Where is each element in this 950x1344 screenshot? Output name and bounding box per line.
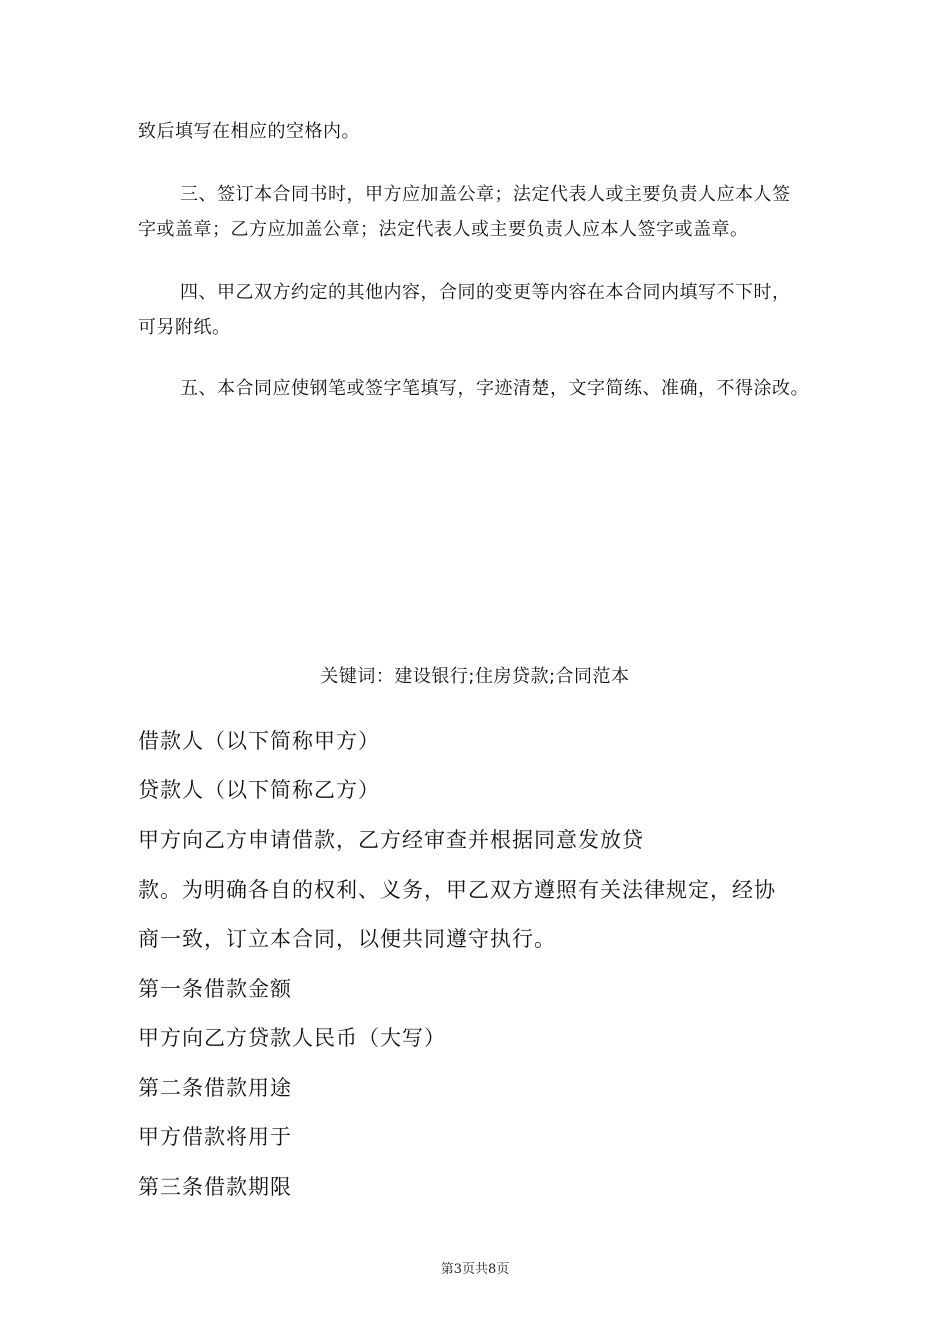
body-paragraph-line-1: 甲方向乙方申请借款，乙方经审查并根据同意发放贷 (138, 828, 644, 852)
instruction-item-4-line-1: 四、甲乙双方约定的其他内容，合同的变更等内容在本合同内填写不下时， (180, 282, 791, 303)
instruction-item-3-line-1: 三、签订本合同书时，甲方应加盖公章；法定代表人或主要负责人应本人签 (180, 184, 791, 205)
body-paragraph-line-2: 款。为明确各自的权利、义务，甲乙双方遵照有关法律规定，经协 (138, 878, 776, 902)
page-number-footer: 第3页共8页 (440, 1262, 510, 1277)
instruction-item-3-line-2: 字或盖章；乙方应加盖公章；法定代表人或主要负责人应本人签字或盖章。 (138, 219, 749, 240)
borrower-line: 借款人（以下简称甲方） (138, 729, 380, 753)
article-2-heading: 第二条借款用途 (138, 1076, 292, 1100)
article-1-content: 甲方向乙方贷款人民币（大写） (138, 1026, 446, 1050)
instruction-item-4-line-2: 可另附纸。 (138, 317, 231, 338)
instruction-item-5: 五、本合同应使钢笔或签字笔填写，字迹清楚，文字简练、准确，不得涂改。 (180, 378, 809, 399)
article-1-heading: 第一条借款金额 (138, 977, 292, 1001)
body-paragraph-line-3: 商一致，订立本合同，以便共同遵守执行。 (138, 927, 556, 951)
article-2-content: 甲方借款将用于 (138, 1125, 292, 1149)
keywords-line: 关键词：建设银行;住房贷款;合同范本 (320, 666, 630, 687)
instruction-line-1: 致后填写在相应的空格内。 (138, 121, 360, 142)
article-3-heading: 第三条借款期限 (138, 1175, 292, 1199)
lender-line: 贷款人（以下简称乙方） (138, 778, 380, 802)
